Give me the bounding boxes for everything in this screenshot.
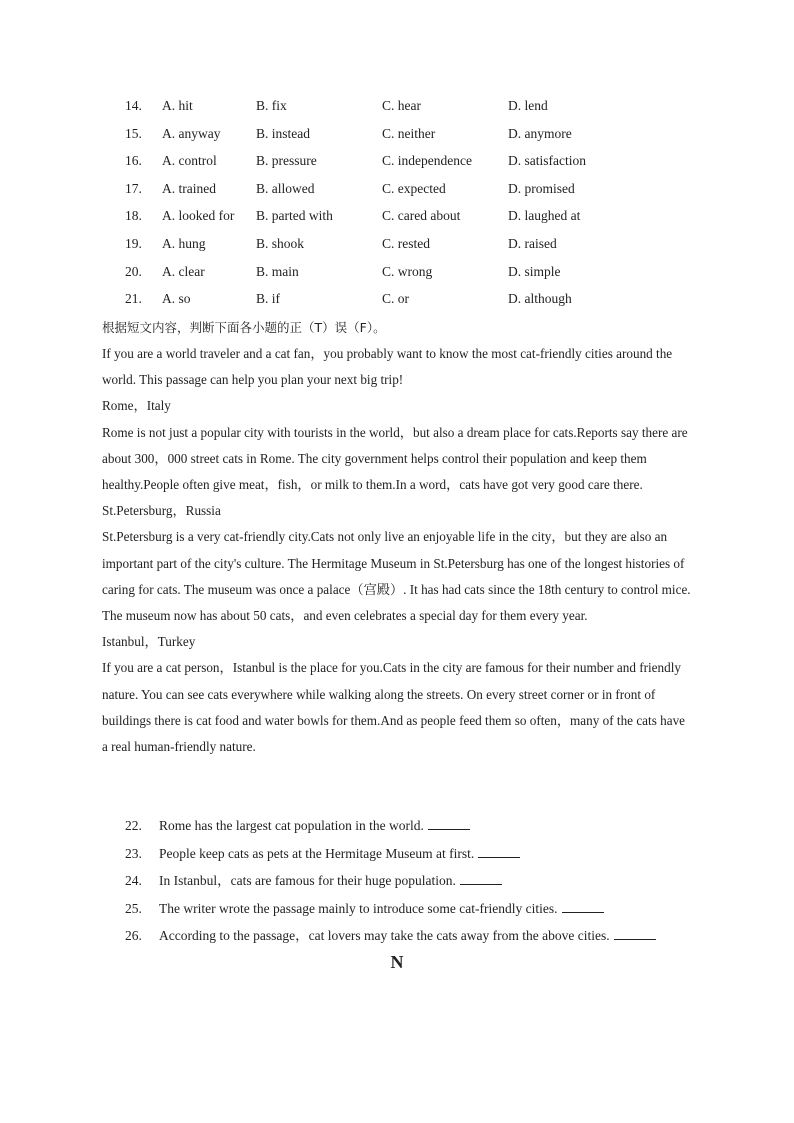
statement-number: 25.: [125, 900, 142, 916]
option-b: B. instead: [256, 125, 310, 141]
question-number: 16.: [125, 153, 142, 169]
question-number: 17.: [125, 180, 142, 196]
option-b: B. parted with: [256, 208, 333, 224]
option-c: C. hear: [382, 98, 421, 113]
choice-row: [0, 285, 794, 313]
option-b: B. shook: [256, 235, 305, 251]
statement-text: [159, 812, 470, 840]
statement-row: [0, 840, 794, 868]
statement-content: Rome has the largest cat population in the world.: [159, 818, 424, 833]
option-a: A. hung: [162, 235, 206, 251]
option-b: B. if: [256, 291, 281, 307]
option-a: A. so: [162, 291, 191, 307]
choice-row: [0, 258, 794, 286]
statement-row: [0, 812, 794, 840]
reading-passage: [102, 341, 694, 760]
section-body: If you are a cat person，Istanbul is the place for you.Cats in the city are famous for their number and friendly nature. You can see cats everywhere while walking along the streets. On every street corner or in front of buildings there is cat food and water bowls for them.And as people feed them so often，many of the cats have a real human-friendly nature.: [102, 660, 686, 755]
option-c: C. independence: [382, 153, 472, 169]
question-number: 15.: [125, 125, 142, 141]
question-number: 19.: [125, 235, 142, 251]
option-d: D. raised: [508, 235, 557, 251]
statement-content: The writer wrote the passage mainly to introduce some cat-friendly cities.: [159, 900, 558, 916]
answer-blank[interactable]: [614, 927, 656, 940]
option-a: A. anyway: [162, 125, 221, 141]
statement-row: [0, 922, 794, 950]
option-b: B. pressure: [256, 153, 317, 169]
option-d: D. anymore: [508, 125, 572, 141]
statement-content: According to the passage，cat lovers may take the cats away from the above cities.: [159, 928, 610, 944]
choice-row: [0, 147, 794, 175]
page-footer-mark: N: [390, 952, 404, 972]
option-d: D. lend: [508, 98, 548, 113]
true-false-list: [0, 812, 794, 950]
option-d: D. although: [508, 291, 572, 307]
choice-row: [0, 92, 794, 120]
statement-number: 24.: [125, 873, 142, 889]
option-d: D. simple: [508, 263, 561, 279]
option-a: A. hit: [162, 98, 193, 113]
section-heading: Istanbul，Turkey: [102, 634, 196, 650]
statement-number: 26.: [125, 928, 142, 944]
statement-content: People keep cats as pets at the Hermitage Museum at first.: [159, 845, 475, 861]
option-d: D. satisfaction: [508, 153, 586, 169]
choice-row: [0, 230, 794, 258]
statement-row: [0, 895, 794, 923]
choice-row: [0, 175, 794, 203]
option-a: A. looked for: [162, 208, 235, 224]
option-d: D. laughed at: [508, 208, 581, 224]
section-heading: Rome，Italy: [102, 398, 171, 414]
choice-row: [0, 120, 794, 148]
answer-blank[interactable]: [428, 817, 470, 830]
section-heading: St.Petersburg，Russia: [102, 503, 221, 519]
option-d: D. promised: [508, 180, 575, 196]
option-c: C. or: [382, 291, 409, 307]
instruction: 根据短文内容，判断下面各小题的正（T）误（F）。: [102, 320, 386, 335]
statement-number: 22.: [125, 818, 142, 833]
statement-number: 23.: [125, 845, 142, 861]
statement-text: [159, 895, 604, 923]
statement-content: In Istanbul，cats are famous for their huge population.: [159, 873, 456, 889]
statement-text: [159, 922, 656, 950]
option-c: C. neither: [382, 125, 436, 141]
option-c: C. wrong: [382, 263, 433, 279]
option-c: C. rested: [382, 235, 430, 251]
statement-text: [159, 840, 520, 868]
question-number: 14.: [125, 98, 142, 113]
answer-blank[interactable]: [478, 845, 520, 858]
question-number: 21.: [125, 291, 142, 307]
option-a: A. trained: [162, 180, 216, 196]
question-number: 18.: [125, 208, 142, 224]
section-body: Rome is not just a popular city with tourists in the world，but also a dream place for cats.Reports say there are about 300，000 street cats in Rome. The city government helps control their population and keep them healthy.People often give meat，fish，or milk to them.In a word，cats have got very good care there.: [102, 424, 688, 493]
choice-row: [0, 202, 794, 230]
passage-intro: If you are a world traveler and a cat fan，you probably want to know the most cat-friendly cities around the world. This passage can help you plan your next big trip!: [102, 346, 673, 388]
section-body: St.Petersburg is a very cat-friendly city.Cats not only live an enjoyable life in the city，but they are also an important part of the city's culture. The Hermitage Museum in St.Petersburg has one of the longest histories of caring for cats. The museum was once a palace（宫殿）. It has had cats since the 18th century to control mice. The museum now has about 50 cats，and even celebrates a special day for them every year.: [102, 529, 691, 624]
option-a: A. control: [162, 153, 217, 169]
option-c: C. expected: [382, 180, 446, 196]
multiple-choice-list: [0, 92, 794, 313]
option-b: B. allowed: [256, 180, 315, 196]
option-c: C. cared about: [382, 208, 461, 224]
statement-row: [0, 867, 794, 895]
answer-blank[interactable]: [562, 900, 604, 913]
statement-text: [159, 867, 502, 895]
answer-blank[interactable]: [460, 872, 502, 885]
question-number: 20.: [125, 263, 142, 279]
option-a: A. clear: [162, 263, 205, 279]
option-b: B. main: [256, 263, 299, 279]
option-b: B. fix: [256, 98, 287, 113]
